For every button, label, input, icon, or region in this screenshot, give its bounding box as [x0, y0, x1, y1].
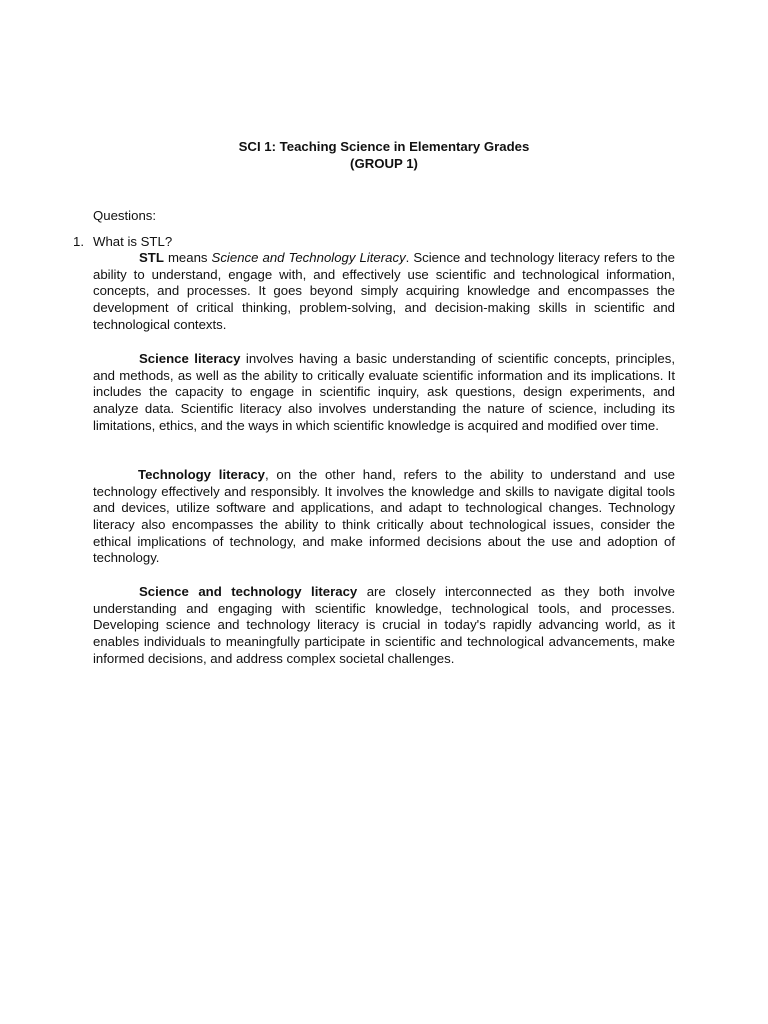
term-science-and-technology-literacy: Science and technology literacy	[139, 584, 358, 599]
paragraph-science-literacy	[93, 351, 675, 434]
term-technology-literacy: Technology literacy	[138, 467, 265, 482]
paragraph-technology-literacy	[93, 467, 675, 567]
lead-indent	[93, 351, 139, 366]
question-text: What is STL?	[93, 234, 173, 249]
lead-indent	[93, 467, 138, 482]
lead-indent	[93, 250, 139, 265]
paragraph-text: means	[163, 250, 212, 265]
paragraph-text: involves having a basic understanding of scientific concepts, principles, and methods, as well as the ability to critically evaluate scientific information and its implications. It includes the capacity to engage in scientific inquiry, ask questions, design experiments, and analyze data. Scientific literacy also involves understanding the nature of science, including its limitations, ethics, and the ways in which scientific knowledge is acquired and modified over time.	[93, 351, 675, 433]
paragraph-text: are closely interconnected as they both involve understanding and engaging with scientific knowledge, technological tools, and processes. Developing science and technology literacy is crucial in today's rapidly advancing world, as it enables individuals to meaningfully participate in scientific and technological advancements, make informed decisions, and address complex societal challenges.	[93, 584, 675, 666]
lead-indent	[93, 584, 139, 599]
term-science-literacy: Science literacy	[139, 351, 241, 366]
term-stl: STL	[139, 250, 164, 265]
document-title-block	[0, 139, 768, 172]
document-title: SCI 1: Teaching Science in Elementary Grades	[238, 139, 530, 154]
paragraph-text: . Science and technology literacy refers to the ability to understand, engage with, and effectively use scientific and technological information, concepts, and processes. It goes beyond simply acquiring knowledge and encompasses the development of critical thinking, problem-solving, and decision-making skills in scientific and technological contexts.	[93, 250, 675, 332]
paragraph-science-and-technology-literacy	[93, 584, 675, 667]
document-subtitle: (GROUP 1)	[350, 155, 418, 171]
paragraph-stl-definition	[93, 250, 675, 333]
term-expansion: Science and Technology Literacy	[211, 250, 406, 265]
question-number: 1.	[73, 234, 84, 249]
questions-label: Questions:	[93, 208, 157, 223]
paragraph-text: , on the other hand, refers to the ability to understand and use technology effectively and responsibly. It involves the knowledge and skills to navigate digital tools and devices, utilize software and applications, and adapt to technological changes. Technology literacy also encompasses the ability to think critically about technological issues, consider the ethical implications of technology, and make informed decisions about the use and adoption of technology.	[93, 467, 675, 566]
